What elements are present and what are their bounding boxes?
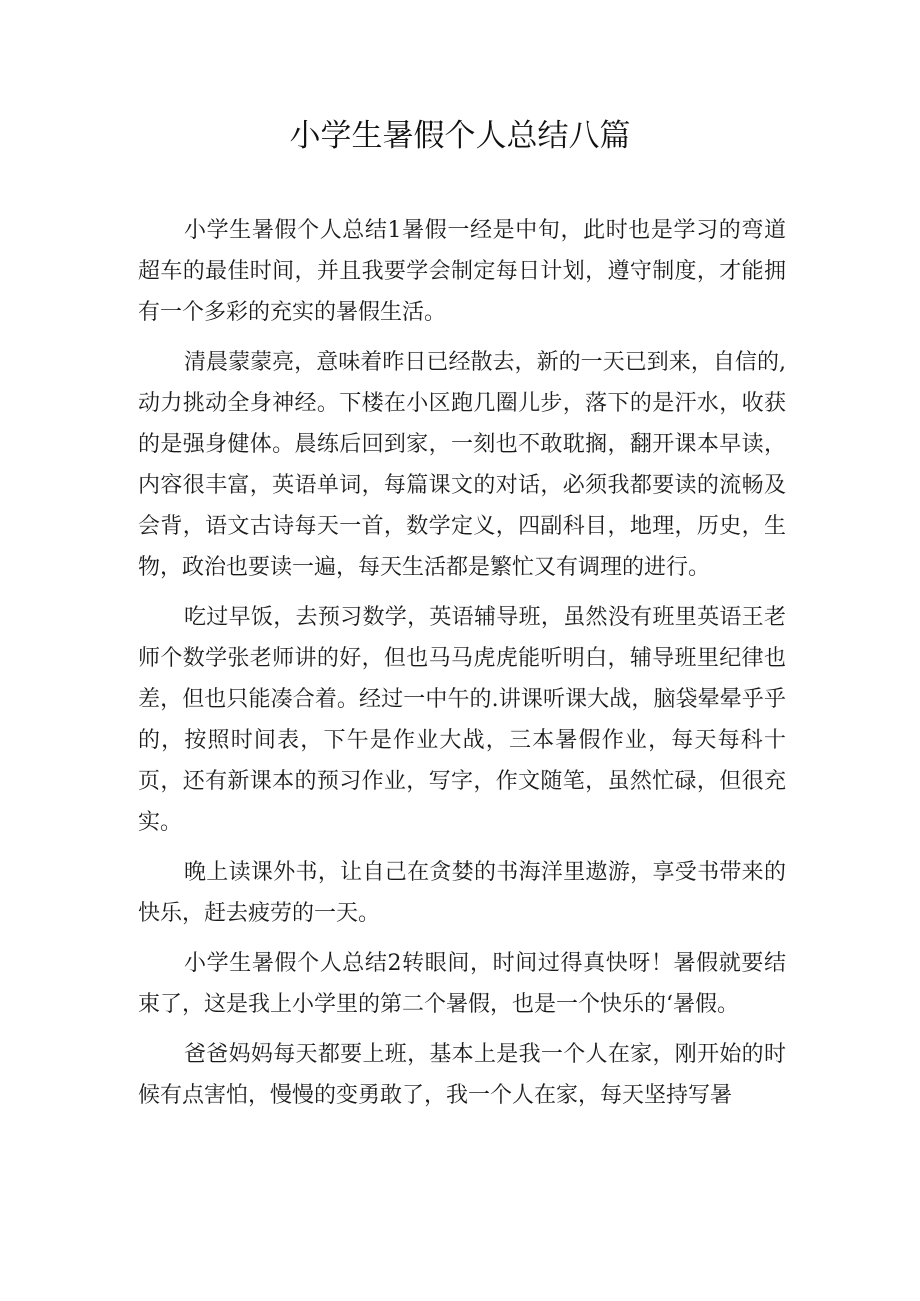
paragraph-3: 吃过早饭，去预习数学，英语辅导班，虽然没有班里英语王老师个数学张老师讲的好，但也马马虎虎能听明白，辅导班里纪律也差，但也只能凑合着。经过一中午的.讲课听课大战，脑袋晕晕乎乎的，按照时间表，下午是作业大战，三本暑假作业，每天每科十页，还有新课本的预习作业，写字，作文随笔，虽然忙碌，但很充实。 [138, 605, 786, 835]
document-title: 小学生暑假个人总结八篇 [289, 118, 631, 154]
paragraph-1: 小学生暑假个人总结1暑假一经是中旬，此时也是学习的弯道超车的最佳时间，并且我要学会制定每日计划，遵守制度，才能拥有一个多彩的充实的暑假生活。 [138, 218, 786, 325]
paragraph-5: 小学生暑假个人总结2转眼间，时间过得真快呀！暑假就要结束了，这是我上小学里的第二个暑假，也是一个快乐的‘暑假。 [138, 951, 786, 1017]
document-body [138, 210, 786, 1125]
paragraph-4: 晚上读课外书，让自己在贪婪的书海洋里遨游，享受书带来的快乐，赶去疲劳的一天。 [138, 860, 786, 926]
paragraph-2: 清晨蒙蒙亮，意味着昨日已经散去，新的一天已到来，自信的,动力挑动全身神经。下楼在小区跑几圈儿步，落下的是汗水，收获的是强身健体。晨练后回到家，一刻也不敢耽搁，翻开课本早读，内容很丰富，英语单词，每篇课文的对话，必须我都要读的流畅及会背，语文古诗每天一首，数学定义，四副科目，地理，历史，生物，政治也要读一遍，每天生活都是繁忙又有调理的进行。 [138, 350, 786, 580]
paragraph-6: 爸爸妈妈每天都要上班，基本上是我一个人在家，刚开始的时候有点害怕，慢慢的变勇敢了，我一个人在家，每天坚持写暑 [138, 1042, 786, 1108]
